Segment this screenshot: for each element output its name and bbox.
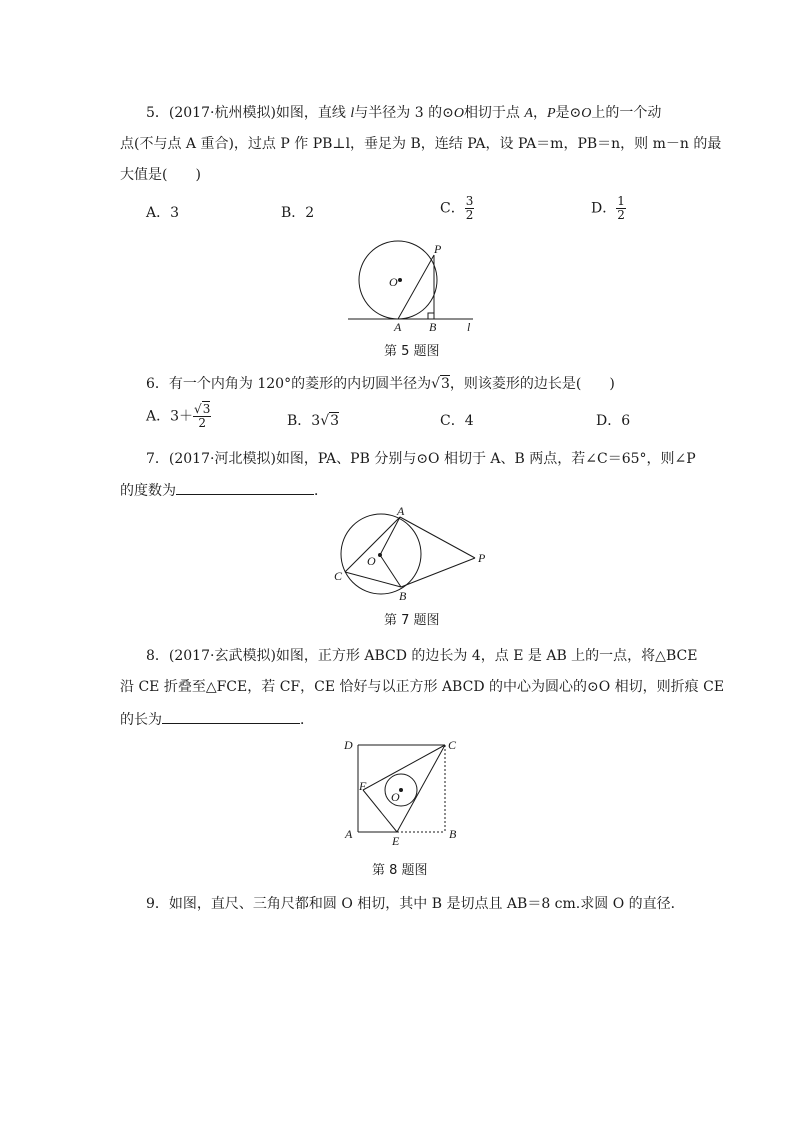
q5-line-2: 点(不与点 A 重合)，过点 P 作 PB⊥l，垂足为 B，连结 PA，设 PA＝m，PB＝n，则 m－n 的最 bbox=[120, 136, 722, 152]
q7-line-2: 的度数为 ． bbox=[120, 480, 328, 500]
tangent-pb bbox=[401, 558, 475, 587]
q5-line-1: 5．(2017·杭州模拟)如图，直线 l与半径为 3 的⊙O相切于点 A，P是⊙O上的一个动 bbox=[146, 105, 662, 121]
q8-line-1: 8．(2017·玄武模拟)如图，正方形 ABCD 的边长为 4，点 E 是 AB 上的一点，将△BCE bbox=[146, 648, 698, 664]
label-c: C bbox=[448, 738, 457, 752]
q6-option-a: A．3＋ $\frac{√3}{2}$ bbox=[146, 402, 211, 430]
segment-oa bbox=[380, 517, 400, 555]
q7-figure bbox=[330, 505, 490, 605]
q7-caption: 第 7 题图 bbox=[384, 613, 440, 628]
q5-option-c: C． $\frac{3}{2}$ bbox=[440, 194, 474, 222]
q5-option-d: D． $\frac{1}{2}$ bbox=[591, 194, 625, 222]
q5-option-a: A．3 bbox=[146, 205, 180, 221]
answer-blank[interactable] bbox=[176, 480, 314, 495]
q8-figure bbox=[340, 735, 480, 848]
q9-line-1: 9．如图，直尺、三角尺都和圆 O 相切，其中 B 是切点且 AB＝8 cm.求圆 O 的直径． bbox=[146, 896, 685, 912]
q5-caption: 第 5 题图 bbox=[384, 344, 440, 359]
center-dot bbox=[398, 278, 402, 282]
center-dot bbox=[378, 553, 382, 557]
label-f: F bbox=[359, 779, 367, 793]
label-d: D bbox=[344, 738, 353, 752]
answer-blank[interactable] bbox=[162, 709, 300, 724]
label-l: l bbox=[467, 320, 471, 334]
tangent-pa bbox=[400, 517, 475, 558]
label-b: B bbox=[399, 589, 407, 603]
label-a: A bbox=[397, 504, 405, 518]
label-o: O bbox=[391, 790, 400, 804]
label-a: A bbox=[345, 827, 353, 841]
q5-option-b: B．2 bbox=[281, 205, 315, 221]
label-c: C bbox=[334, 569, 343, 583]
label-a: A bbox=[394, 320, 402, 334]
label-b: B bbox=[449, 827, 457, 841]
label-o: O bbox=[389, 275, 398, 289]
label-p: P bbox=[434, 242, 442, 256]
q8-caption: 第 8 题图 bbox=[372, 863, 428, 878]
label-p: P bbox=[478, 551, 486, 565]
q8-line-2: 沿 CE 折叠至△FCE，若 CF，CE 恰好与以正方形 ABCD 的中心为圆心的⊙O 相切，则折痕 CE bbox=[120, 679, 725, 695]
label-e: E bbox=[392, 834, 400, 848]
q6-option-c: C．4 bbox=[440, 413, 474, 429]
segment-pa bbox=[398, 255, 434, 319]
fraction: $\frac{3}{2}$ bbox=[465, 194, 474, 222]
q6-option-d: D．6 bbox=[596, 413, 631, 429]
q5-figure bbox=[345, 240, 485, 340]
right-angle-mark bbox=[428, 313, 434, 319]
q6-line-1: 6．有一个内角为 120°的菱形的内切圆半径为√3，则该菱形的边长是( ) bbox=[146, 376, 615, 392]
label-o: O bbox=[367, 554, 376, 568]
fraction: $\frac{1}{2}$ bbox=[617, 194, 625, 222]
label-b: B bbox=[429, 320, 437, 334]
q7-line-1: 7．(2017·河北模拟)如图，PA、PB 分别与⊙O 相切于 A、B 两点，若∠C＝65°，则∠P bbox=[146, 451, 696, 467]
q5-line-3: 大值是( ) bbox=[120, 167, 201, 183]
q6-option-b: B．3√3 bbox=[287, 413, 340, 429]
q8-line-3: 的长为 ． bbox=[120, 709, 314, 729]
fraction: $\frac{√3}{2}$ bbox=[194, 402, 211, 430]
